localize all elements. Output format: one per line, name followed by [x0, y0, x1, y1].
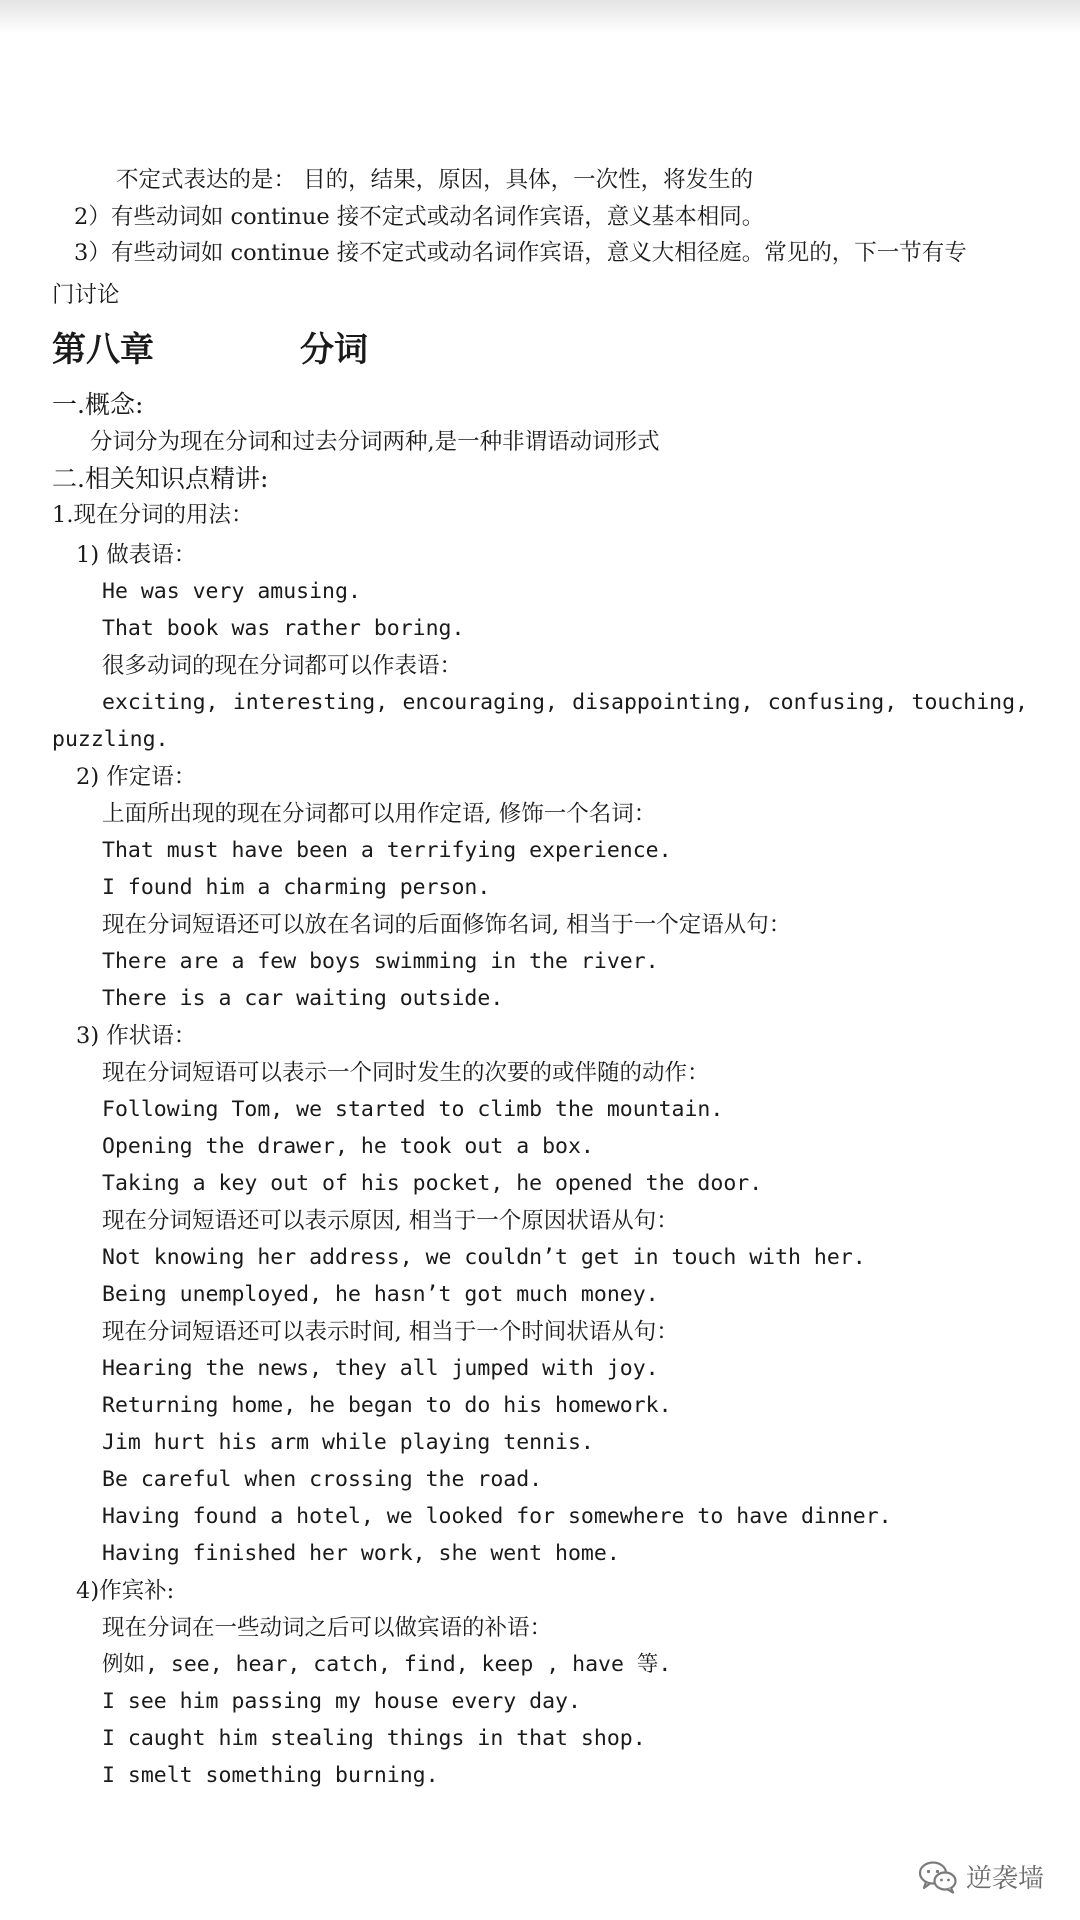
- example-sentence: 例如, see, hear, catch, find, keep , have 等.: [102, 1652, 672, 1677]
- top-shadow: [0, 0, 1080, 34]
- example-sentence: Returning home, he began to do his homework.: [102, 1393, 672, 1418]
- example-sentence: Be careful when crossing the road.: [102, 1467, 543, 1492]
- example-sentence: Jim hurt his arm while playing tennis.: [102, 1430, 594, 1455]
- watermark-label: 逆袭墙: [965, 1864, 1044, 1894]
- text-line: 很多动词的现在分词都可以作表语：: [102, 653, 463, 679]
- text-line: 现在分词短语还可以表示时间, 相当于一个时间状语从句：: [102, 1319, 679, 1345]
- item-heading: 4)作宾补:: [76, 1578, 175, 1604]
- example-sentence: Not knowing her address, we couldn’t get in touch with her.: [102, 1245, 866, 1270]
- text-line: 上面所出现的现在分词都可以用作定语, 修饰一个名词：: [102, 801, 657, 827]
- text-line: 门讨论: [52, 282, 120, 308]
- item-heading: 1) 做表语：: [76, 542, 197, 568]
- example-sentence: Taking a key out of his pocket, he opened the door.: [102, 1171, 763, 1196]
- wechat-icon: [918, 1860, 958, 1894]
- example-sentence: That book was rather boring.: [102, 616, 465, 641]
- watermark: [918, 1858, 1044, 1895]
- chapter-title: 分词: [300, 330, 368, 370]
- text-line: 分词分为现在分词和过去分词两种,是一种非谓语动词形式: [90, 429, 660, 455]
- example-sentence: I caught him stealing things in that shop.: [102, 1726, 646, 1751]
- example-sentence: I found him a charming person.: [102, 875, 491, 900]
- text-line: 3）有些动词如 continue 接不定式或动名词作宾语，意义大相径庭。常见的，下一节有专: [74, 240, 967, 266]
- item-heading: 3) 作状语：: [76, 1023, 197, 1049]
- example-sentence: Hearing the news, they all jumped with joy.: [102, 1356, 659, 1381]
- section-heading: 一.概念:: [52, 390, 144, 419]
- item-heading: 2) 作定语：: [76, 764, 197, 790]
- word-list: exciting, interesting, encouraging, disappointing, confusing, touching,: [102, 690, 1028, 715]
- chapter-heading: [52, 328, 368, 372]
- example-sentence: Opening the drawer, he took out a box.: [102, 1134, 594, 1159]
- example-sentence: That must have been a terrifying experience.: [102, 838, 672, 863]
- example-sentence: I see him passing my house every day.: [102, 1689, 581, 1714]
- text-line: 现在分词短语还可以放在名词的后面修饰名词, 相当于一个定语从句：: [102, 912, 792, 938]
- example-sentence: There is a car waiting outside.: [102, 986, 504, 1011]
- example-sentence: Following Tom, we started to climb the mountain.: [102, 1097, 724, 1122]
- text-line: 不定式表达的是： 目的，结果，原因，具体，一次性，将发生的: [116, 167, 754, 193]
- example-sentence: Having found a hotel, we looked for somewhere to have dinner.: [102, 1504, 892, 1529]
- example-sentence: Being unemployed, he hasn’t got much money.: [102, 1282, 659, 1307]
- text-line: 现在分词短语可以表示一个同时发生的次要的或伴随的动作：: [102, 1060, 710, 1086]
- section-heading: 二.相关知识点精讲:: [52, 464, 269, 493]
- text-line: 现在分词在一些动词之后可以做宾语的补语：: [102, 1615, 553, 1641]
- chapter-number: 第八章: [52, 330, 154, 370]
- subsection-heading: 1.现在分词的用法：: [52, 502, 254, 528]
- text-line: 2）有些动词如 continue 接不定式或动名词作宾语，意义基本相同。: [74, 204, 765, 230]
- example-sentence: There are a few boys swimming in the river.: [102, 949, 659, 974]
- word-list: puzzling.: [52, 727, 169, 752]
- example-sentence: I smelt something burning.: [102, 1763, 439, 1788]
- example-sentence: He was very amusing.: [102, 579, 361, 604]
- text-line: 现在分词短语还可以表示原因, 相当于一个原因状语从句：: [102, 1208, 679, 1234]
- example-sentence: Having finished her work, she went home.: [102, 1541, 620, 1566]
